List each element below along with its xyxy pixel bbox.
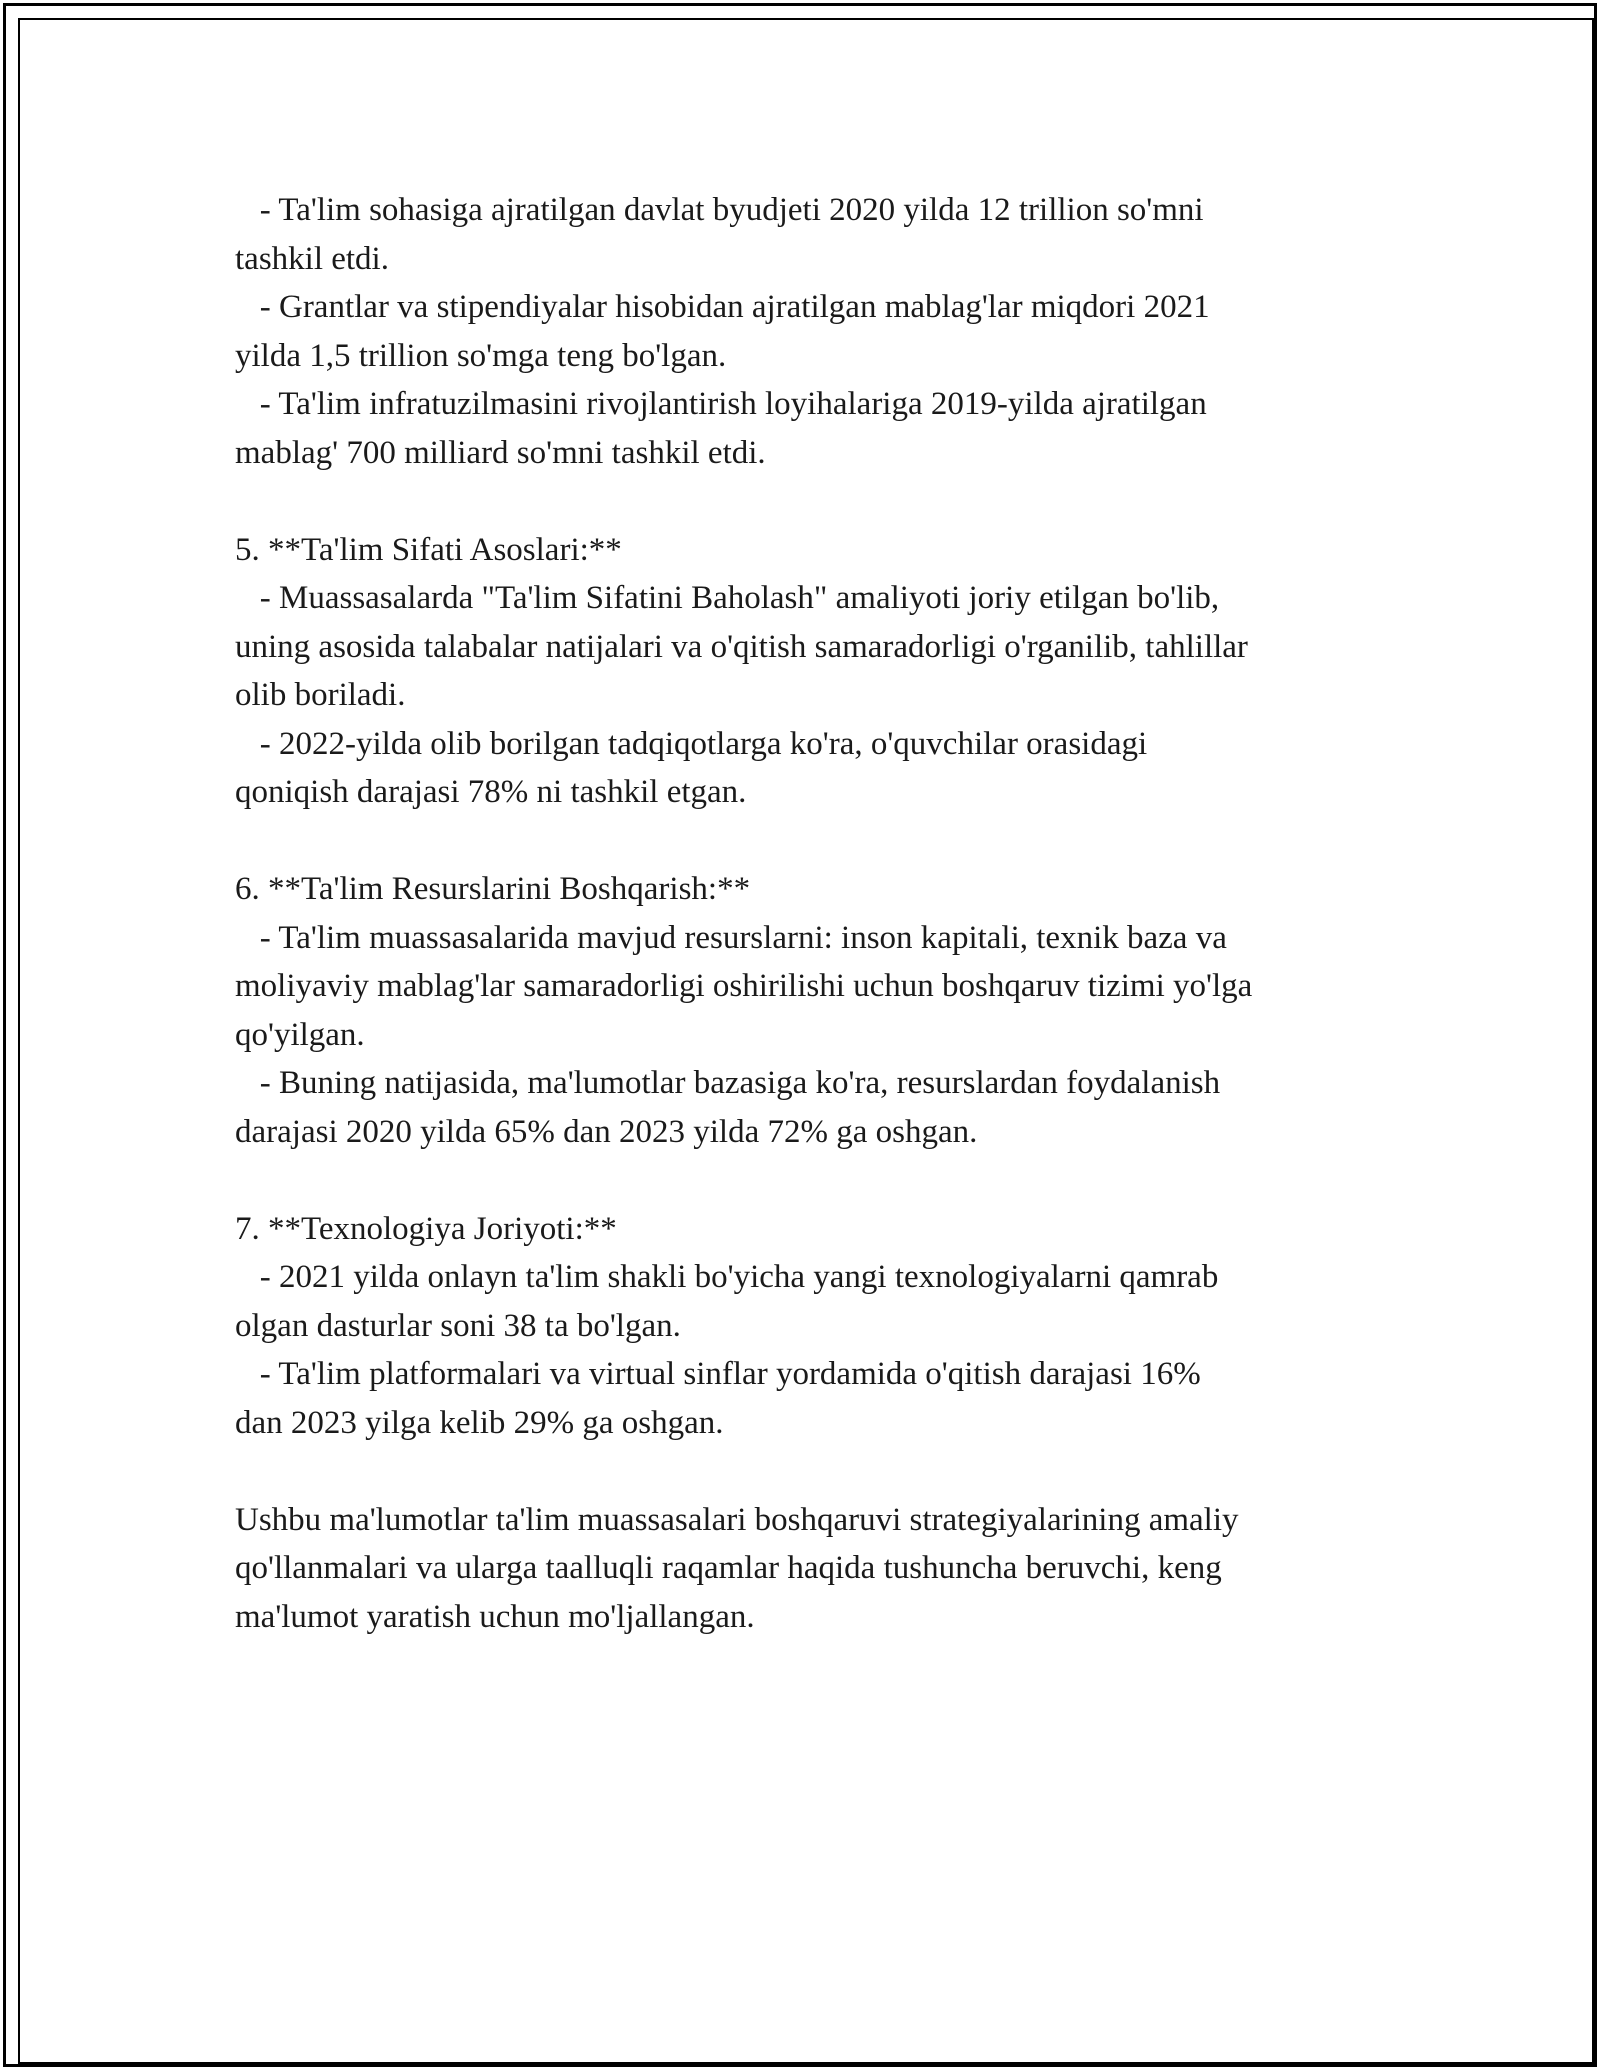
text-line: - Muassasalarda "Ta'lim Sifatini Baholash" amaliyoti joriy etilgan bo'lib, xyxy=(235,580,1220,616)
blank-line xyxy=(235,817,1385,866)
text-line: - 2021 yilda onlayn ta'lim shakli bo'yicha yangi texnologiyalarni qamrab xyxy=(235,1259,1219,1295)
conclusion-line: qo'llanmalari va ularga taalluqli raqamlar haqida tushuncha beruvchi, keng xyxy=(235,1550,1222,1586)
text-line: - Ta'lim platformalari va virtual sinflar yordamida o'qitish darajasi 16% xyxy=(235,1356,1201,1392)
text-line: uning asosida talabalar natijalari va o'qitish samaradorligi o'rganilib, tahlillar xyxy=(235,628,1248,665)
text-line: qoniqish darajasi 78% ni tashkil etgan. xyxy=(235,774,747,810)
text-line: - Ta'lim sohasiga ajratilgan davlat byudjeti 2020 yilda 12 trillion so'mni xyxy=(235,192,1204,228)
conclusion-line: Ushbu ma'lumotlar ta'lim muassasalari boshqaruvi strategiyalarining amaliy xyxy=(235,1501,1239,1538)
text-line: darajasi 2020 yilda 65% dan 2023 yilda 72% ga oshgan. xyxy=(235,1113,978,1150)
text-line: yilda 1,5 trillion so'mga teng bo'lgan. xyxy=(235,337,727,374)
text-line: tashkil etdi. xyxy=(235,240,389,277)
text-line: moliyaviy mablag'lar samaradorligi oshirilishi uchun boshqaruv tizimi yo'lga xyxy=(235,968,1253,1004)
blank-line xyxy=(235,477,1385,526)
section-heading-6: 6. **Ta'lim Resurslarini Boshqarish:** xyxy=(235,871,751,907)
text-line: - Ta'lim infratuzilmasini rivojlantirish loyihalariga 2019-yilda ajratilgan xyxy=(235,386,1207,422)
section-heading-5: 5. **Ta'lim Sifati Asoslari:** xyxy=(235,531,622,568)
text-line: dan 2023 yilga kelib 29% ga oshgan. xyxy=(235,1404,724,1441)
text-line: - Grantlar va stipendiyalar hisobidan ajratilgan mablag'lar miqdori 2021 xyxy=(235,289,1210,325)
conclusion-line: ma'lumot yaratish uchun mo'ljallangan. xyxy=(235,1598,755,1635)
blank-line xyxy=(235,1156,1385,1205)
document-body xyxy=(235,186,1385,1641)
section-heading-7: 7. **Texnologiya Joriyoti:** xyxy=(235,1210,617,1247)
text-line: - Ta'lim muassasalarida mavjud resurslarni: inson kapitali, texnik baza va xyxy=(235,919,1227,956)
text-line: olib boriladi. xyxy=(235,677,406,713)
blank-line xyxy=(235,1447,1385,1496)
text-line: - Buning natijasida, ma'lumotlar bazasiga ko'ra, resurslardan foydalanish xyxy=(235,1065,1221,1101)
text-line: - 2022-yilda olib borilgan tadqiqotlarga ko'ra, o'quvchilar orasidagi xyxy=(235,725,1148,762)
text-line: olgan dasturlar soni 38 ta bo'lgan. xyxy=(235,1307,681,1344)
text-line: mablag' 700 milliard so'mni tashkil etdi. xyxy=(235,434,766,471)
text-line: qo'yilgan. xyxy=(235,1016,365,1053)
